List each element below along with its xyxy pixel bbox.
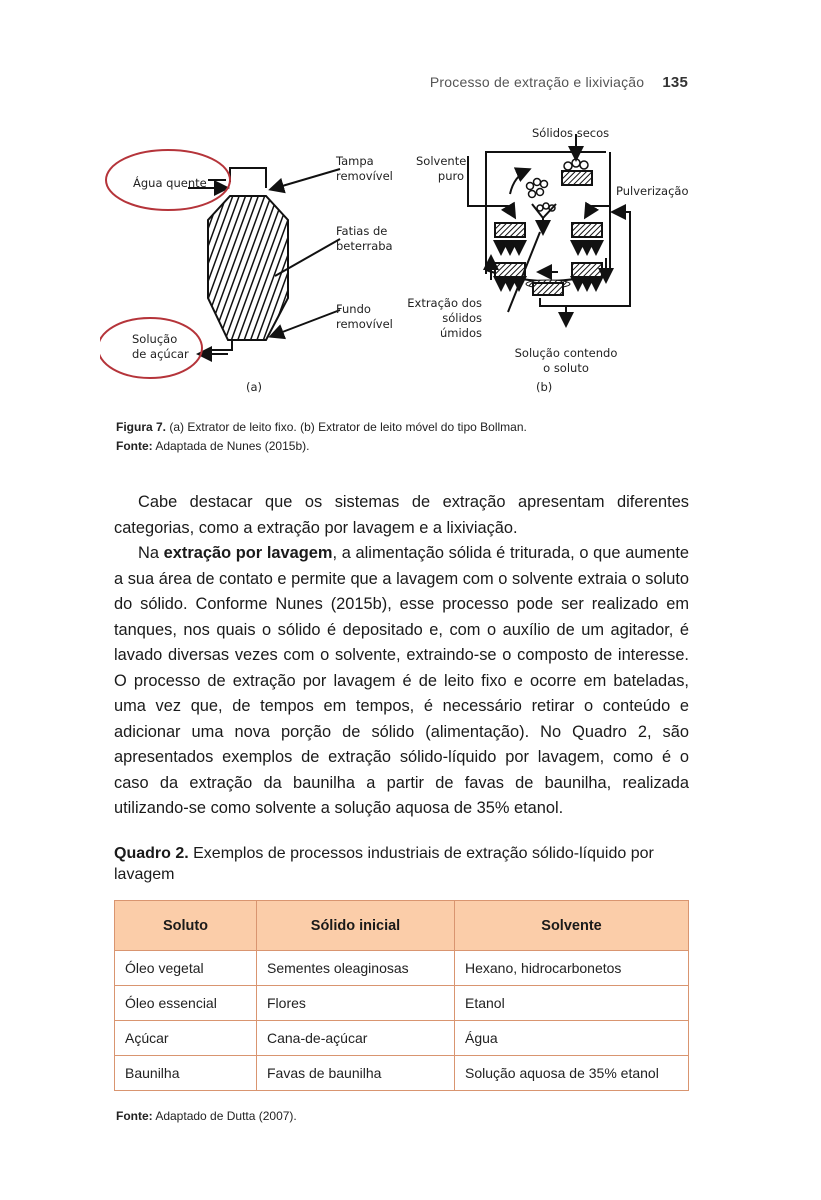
cell-solvente: Solução aquosa de 35% etanol xyxy=(455,1056,689,1091)
cell-soluto: Açúcar xyxy=(115,1021,257,1056)
cell-soluto: Baunilha xyxy=(115,1056,257,1091)
cell-solido: Flores xyxy=(257,986,455,1021)
bollman-extractor xyxy=(468,134,630,324)
cell-solido: Sementes oleaginosas xyxy=(257,951,455,986)
label-solucao-soluto-line2: o soluto xyxy=(543,361,589,375)
label-pulverizacao: Pulverização xyxy=(616,184,689,198)
table-header-row xyxy=(115,901,689,951)
caption-line xyxy=(116,418,527,437)
cell-solido: Favas de baunilha xyxy=(257,1056,455,1091)
label-solucao-soluto-line1: Solução contendo xyxy=(514,346,618,360)
label-solvente-line2: puro xyxy=(437,169,464,183)
cell-soluto: Óleo essencial xyxy=(115,986,257,1021)
label-fundo xyxy=(336,302,393,332)
label-fundo-line2: removível xyxy=(336,317,393,331)
table-row xyxy=(115,1056,689,1091)
paragraph-2 xyxy=(114,541,689,822)
table-source-label: Fonte: xyxy=(116,1109,153,1123)
paragraph-1: Cabe destacar que os sistemas de extração apresentam diferentes categorias, como a extração por lavagem e a lixiviação. xyxy=(114,493,689,537)
label-solucao-acucar xyxy=(132,332,189,362)
caption-source-label: Fonte: xyxy=(116,439,153,453)
quadro-2-table xyxy=(114,900,689,1091)
panel-label-b: (b) xyxy=(536,380,553,394)
column-header-solido-inicial: Sólido inicial xyxy=(257,901,455,951)
label-extracao-solidos xyxy=(400,296,482,341)
running-head xyxy=(430,74,688,91)
table-title-label: Quadro 2. xyxy=(114,845,189,862)
label-tampa-line1: Tampa xyxy=(336,154,374,168)
cell-soluto: Óleo vegetal xyxy=(115,951,257,986)
running-head-title: Processo de extração e lixiviação xyxy=(429,74,645,90)
table-row xyxy=(115,1021,689,1056)
label-solvente-line1: Solvente xyxy=(416,154,467,168)
label-solucao-line1: Solução xyxy=(132,332,178,346)
cell-solvente: Água xyxy=(455,1021,689,1056)
column-header-solvente: Solvente xyxy=(455,901,689,951)
label-extracao-line2: sólidos úmidos xyxy=(439,311,482,340)
label-extracao-line1: Extração dos xyxy=(407,296,482,310)
label-solidos-secos: Sólidos secos xyxy=(532,126,610,140)
table-row xyxy=(115,951,689,986)
label-fatias xyxy=(336,224,393,254)
label-solucao-line2: de açúcar xyxy=(132,347,189,361)
column-header-soluto: Soluto xyxy=(115,901,257,951)
label-fatias-line1: Fatias de xyxy=(336,224,388,238)
label-solucao-soluto xyxy=(514,346,618,376)
label-tampa-line2: removível xyxy=(336,169,393,183)
label-agua-quente: Água quente xyxy=(133,176,207,190)
figure-caption xyxy=(116,418,527,456)
figure-7 xyxy=(100,120,700,410)
caption-source-text: Adaptada de Nunes (2015b). xyxy=(152,439,310,453)
table-source-text: Adaptado de Dutta (2007). xyxy=(152,1109,297,1123)
label-tampa xyxy=(336,154,393,184)
caption-text: (a) Extrator de leito fixo. (b) Extrator de leito móvel do tipo Bollman. xyxy=(166,420,527,434)
table-row xyxy=(115,986,689,1021)
caption-label: Figura 7. xyxy=(116,420,167,434)
label-fundo-line1: Fundo xyxy=(336,302,371,316)
caption-source xyxy=(116,437,527,456)
panel-label-a: (a) xyxy=(246,380,263,394)
body-text xyxy=(114,490,689,822)
table-title-text: Exemplos de processos industriais de extração sólido-líquido por lavagem xyxy=(114,845,654,883)
table-title xyxy=(114,843,689,885)
p2-rest: , a alimentação sólida é triturada, o que aumente a sua área de contato e permite que a lavagem com o solvente extraia o soluto do sólido. Conforme Nunes (2015b), esse processo pode ser realizado em tanques, nos quais o sólido é depositado e, com o auxílio de um agitador, é lavado diversas vezes com o solvente, extraindo-se o composto de interesse. O processo de extração por lavagem é de leito fixo e ocorre em bateladas, uma vez que, de tempos em tempos, é necessário retirar o conteúdo e adicionar uma nova porção de sólido (alimentação). No Quadro 2, são apresentados exemplos de extração sólido-líquido por lavagem, como é o caso da extração da baunilha a partir de favas de baunilha, realizada utilizando-se como solvente a solução aquosa de 35% etanol. xyxy=(114,544,689,817)
cell-solvente: Hexano, hidrocarbonetos xyxy=(455,951,689,986)
table-source xyxy=(116,1109,297,1123)
p2-bold-term: extração por lavagem xyxy=(163,544,333,562)
label-solvente-puro xyxy=(416,154,467,184)
page-number: 135 xyxy=(662,74,688,91)
cell-solido: Cana-de-açúcar xyxy=(257,1021,455,1056)
label-fatias-line2: beterraba xyxy=(336,239,393,253)
cell-solvente: Etanol xyxy=(455,986,689,1021)
p2-lead: Na xyxy=(138,544,164,562)
